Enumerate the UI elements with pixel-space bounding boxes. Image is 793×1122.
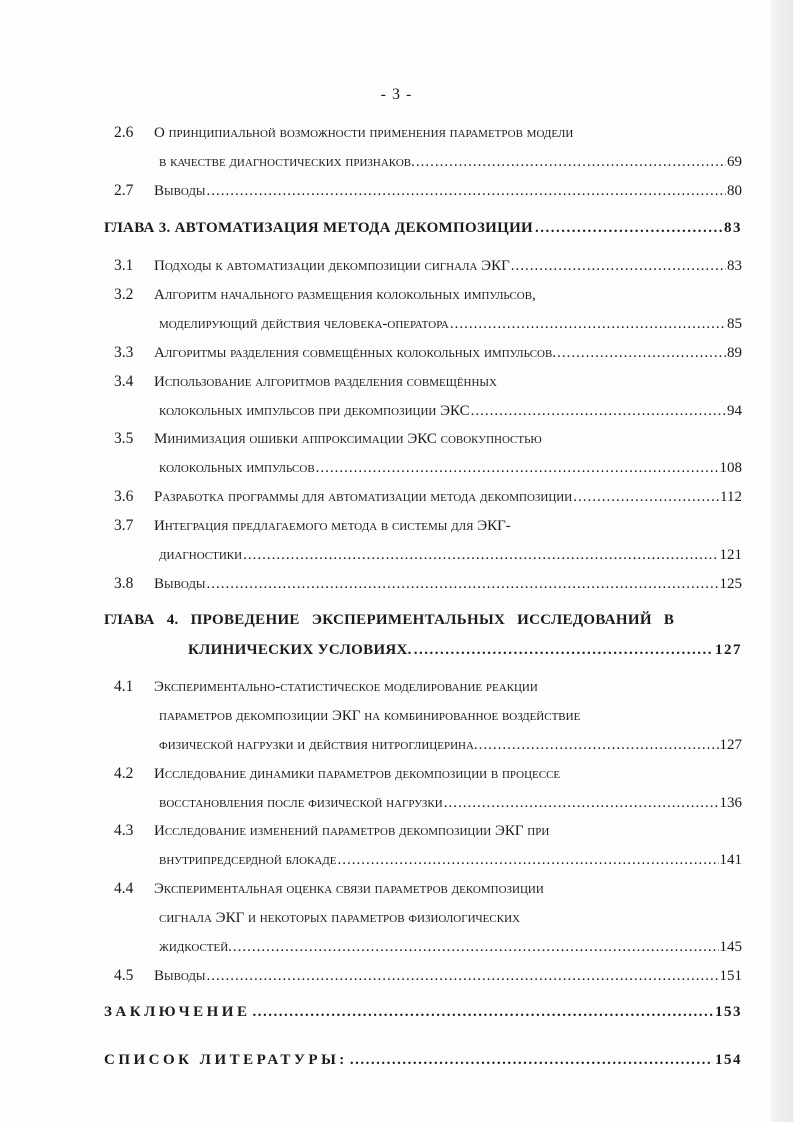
toc-entry-number: 4.2	[114, 765, 134, 782]
toc-entry-number: 3.4	[114, 373, 134, 390]
toc-page-ref: 127	[719, 737, 742, 753]
toc-entry-number: 3.6	[114, 488, 134, 505]
toc-page-ref: 145	[719, 939, 742, 955]
toc-entry-number: 3.8	[114, 575, 134, 592]
toc-entry-title: колокольных импульсов	[159, 460, 315, 476]
toc-entry-number: 3.1	[114, 257, 134, 274]
toc-chapter-title: СПИСОК ЛИТЕРАТУРЫ:	[104, 1052, 348, 1068]
toc-page-ref: 141	[719, 852, 742, 868]
toc-page-ref: 83	[724, 220, 742, 236]
toc-entry-title: Экспериментальная оценка связи параметров декомпозиции	[154, 881, 544, 897]
toc-entry-title: жидкостей.	[159, 939, 232, 955]
toc-entry-title: Алгоритм начального размещения колокольных импульсов,	[154, 287, 536, 303]
toc-page-ref: 154	[715, 1052, 742, 1068]
leader-dots	[557, 343, 726, 363]
leader-dots	[416, 152, 726, 172]
scan-edge	[771, 0, 793, 1122]
toc-entry-title: внутрипредсердной блокаде	[159, 852, 337, 868]
leader-dots	[252, 1002, 713, 1022]
toc-page-ref: 121	[719, 547, 742, 563]
toc-entry-title: Использование алгоритмов разделения совмещённых	[154, 374, 497, 390]
page-number: - 3 -	[380, 86, 413, 103]
toc-entry-title: колокольных импульсов при декомпозиции ЭКС	[159, 403, 470, 419]
toc-entry-number: 3.7	[114, 517, 134, 534]
toc-chapter-title: ГЛАВА 4. ПРОВЕДЕНИЕ ЭКСПЕРИМЕНТАЛЬНЫХ ИССЛЕДОВАНИЙ В	[104, 612, 675, 628]
toc-page-ref: 89	[727, 345, 742, 361]
toc-page-ref: 108	[719, 460, 742, 476]
toc-entry-title: сигнала ЭКГ и некоторых параметров физиологических	[159, 910, 520, 926]
toc-entry-title: диагностики	[159, 547, 243, 563]
leader-dots	[450, 314, 726, 334]
toc-entry-title: Исследование изменений параметров декомпозиции ЭКГ при	[154, 823, 550, 839]
toc-page-ref: 85	[727, 316, 742, 332]
toc-entry-title: Выводы	[154, 968, 206, 984]
toc-entry-title: Разработка программы для автоматизации метода декомпозиции	[154, 489, 573, 505]
leader-dots	[206, 181, 726, 201]
toc-chapter-title: КЛИНИЧЕСКИХ УСЛОВИЯХ.	[188, 642, 412, 658]
toc-entry-number: 2.6	[114, 124, 134, 141]
toc-page-ref: 83	[727, 258, 742, 274]
leader-dots	[479, 735, 719, 755]
leader-dots	[511, 256, 726, 276]
toc-chapter-title: ГЛАВА 3. АВТОМАТИЗАЦИЯ МЕТОДА ДЕКОМПОЗИЦИИ	[104, 220, 534, 236]
leader-dots	[535, 218, 722, 238]
leader-dots	[471, 401, 726, 421]
leader-dots	[350, 1050, 713, 1070]
toc-entry-number: 3.5	[114, 430, 134, 447]
toc-page-ref: 125	[719, 576, 742, 592]
toc-entry-title: Исследование динамики параметров декомпозиции в процессе	[154, 766, 561, 782]
toc-page-ref: 127	[715, 642, 742, 658]
toc-entry-number: 4.1	[114, 678, 134, 695]
toc-page-ref: 151	[719, 968, 742, 984]
leader-dots	[233, 937, 719, 957]
toc-entry-title: физической нагрузки и действия нитроглицерина.	[159, 737, 478, 753]
toc-page-ref: 94	[727, 403, 742, 419]
toc-entry-number: 2.7	[114, 182, 134, 199]
toc-entry-title: Экспериментально-статистическое моделирование реакции	[154, 679, 538, 695]
toc-entry-title: Подходы к автоматизации декомпозиции сигнала ЭКГ	[154, 258, 510, 274]
toc-page-ref: 153	[715, 1004, 742, 1020]
leader-dots	[414, 640, 713, 660]
leader-dots	[206, 574, 718, 594]
toc-entry-number: 4.5	[114, 967, 134, 984]
leader-dots	[338, 850, 719, 870]
toc-entry-number: 4.3	[114, 822, 134, 839]
toc-page-ref: 112	[720, 489, 742, 505]
toc-entry-number: 4.4	[114, 880, 134, 897]
toc-entry-title: Выводы	[154, 576, 206, 592]
leader-dots	[206, 966, 718, 986]
toc-page-ref: 69	[727, 154, 742, 170]
toc-page-ref: 80	[727, 183, 742, 199]
toc-entry-number: 3.3	[114, 344, 134, 361]
toc-entry-title: О принципиальной возможности применения параметров модели	[154, 125, 574, 141]
leader-dots	[243, 545, 718, 565]
toc-entry-title: Выводы	[154, 183, 206, 199]
toc-chapter-title: ЗАКЛЮЧЕНИЕ	[104, 1004, 251, 1020]
leader-dots	[573, 487, 719, 507]
toc-page-ref: 136	[719, 795, 742, 811]
toc-entry-title: в качестве диагностических признаков.	[159, 154, 415, 170]
toc-entry-title: восстановления после физической нагрузки	[159, 795, 443, 811]
toc-entry-title: Интеграция предлагаемого метода в системы для ЭКГ-	[154, 518, 511, 534]
leader-dots	[444, 793, 719, 813]
toc-entry-title: параметров декомпозиции ЭКГ на комбинированное воздействие	[159, 708, 581, 724]
leader-dots	[316, 458, 719, 478]
toc-entry-title: моделирующий действия человека-оператора	[159, 316, 449, 332]
toc-entry-number: 3.2	[114, 286, 134, 303]
toc-entry-title: Минимизация ошибки аппроксимации ЭКС совокупностью	[154, 431, 542, 447]
toc-entry-title: Алгоритмы разделения совмещённых колокольных импульсов.	[154, 345, 557, 361]
